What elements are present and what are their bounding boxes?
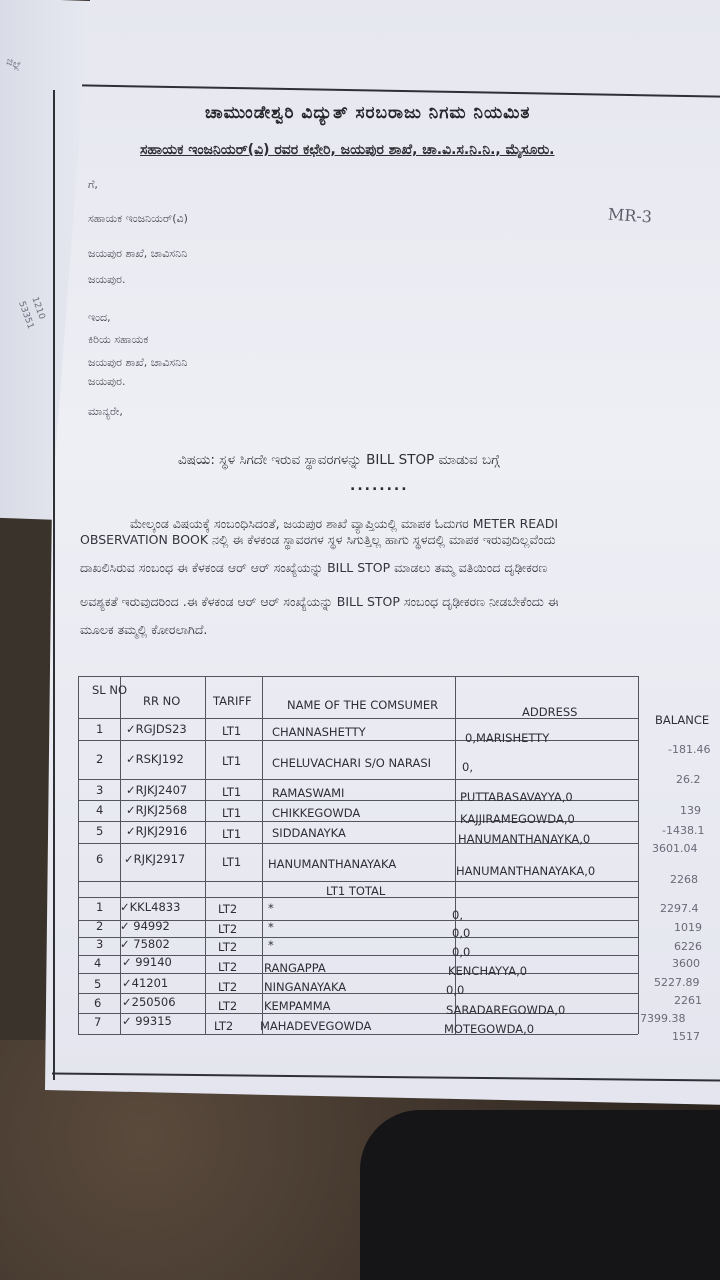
back-sheet-numbers: 1210 53351 [16,295,47,331]
col-header-name: NAME OF THE COMSUMER [287,698,439,712]
body-line-2: OBSERVATION BOOK ನಲ್ಲಿ ಈ ಕೆಳಕಂಡ ಸ್ಥಾವರಗಳ ಸ್ಥಳ ಸಿಗುತ್ತಿಲ್ಲ ಹಾಗು ಸ್ಥಳದಲ್ಲಿ ಮಾಪಕ ಇರುವುದಿಲ್ಲವೆಂದು [80,532,556,547]
to-line-1: ಸಹಾಯಕ ಇಂಜನಿಯರ್(ವಿ) [88,212,188,225]
dark-cloth [360,1110,720,1280]
trailing-balance: 1517 [672,1030,700,1043]
body-line-3: ದಾಖಲಿಸಿರುವ ಸಂಬಂಧ ಈ ಕೆಳಕಂಡ ಆರ್ ಆರ್ ಸಂಖ್ಯೆಯನ್ನು BILL STOP ಮಾಡಲು ತಮ್ಮ ವತಿಯಿಂದ ದೃಢೀಕರಣ [80,560,548,575]
col-header-tariff: TARIFF [213,694,252,708]
body-line-5: ಮೂಲಕ ತಮ್ಮಲ್ಲಿ ಕೋರಲಾಗಿದೆ. [80,622,208,637]
to-label: ಗೆ, [88,178,98,191]
col-header-balance: BALANCE [655,713,710,727]
from-line-3: ಜಯಪುರ. [88,375,126,388]
salutation: ಮಾನ್ಯರೇ, [88,405,123,418]
col-header-rr: RR NO [143,694,181,708]
subject-line: ವಿಷಯ: ಸ್ಥಳ ಸಿಗದೇ ಇರುವ ಸ್ಥಾವರಗಳನ್ನು BILL STOP ಮಾಡುವ ಬಗ್ಗೆ [178,452,500,468]
separator-dots: ........ [350,478,409,494]
body-line-4: ಅವಶ್ಯಕತೆ ಇರುವುದರಿಂದ .ಈ ಕೆಳಕಂಡ ಆರ್ ಆರ್ ಸಂಖ್ಯೆಯನ್ನು BILL STOP ಸಂಬಂಧ ದೃಢೀಕರಣ ನೀಡಬೇಕೆಂದು ಈ [80,594,559,609]
from-label: ಇಂದ, [88,311,111,324]
to-line-3: ಜಯಪುರ. [88,273,126,286]
border-left [53,90,55,1080]
from-line-2: ಜಯಪುರ ಶಾಖೆ, ಚಾವಿಸನಿನಿ [88,356,188,369]
back-sheet-fragment: ಜಿಲ್ಲೆ [4,55,23,72]
col-header-address: ADDRESS [522,705,578,719]
from-line-1: ಕಿರಿಯ ಸಹಾಯಕ [88,333,149,346]
to-line-2: ಜಯಪುರ ಶಾಖೆ, ಚಾವಿಸನಿನಿ [88,247,188,260]
body-line-1: ಮೇಲ್ಕಂಡ ವಿಷಯಕ್ಕೆ ಸಂಬಂಧಿಸಿದಂತೆ, ಜಯಪುರ ಶಾಖೆ ವ್ಯಾಪ್ತಿಯಲ್ಲಿ ಮಾಪಕ ಓದುಗರ METER READI [130,516,559,531]
lt1-total-label: LT1 TOTAL [326,884,386,898]
col-header-sl: SL NO [92,683,128,697]
ref-mark: MR-3 [607,204,653,227]
office-name: ಸಹಾಯಕ ಇಂಜನಿಯರ್(ವಿ) ರವರ ಕಛೇರಿ, ಜಯಪುರ ಶಾಖೆ, ಚಾ.ವಿ.ಸ.ನಿ.ನಿ., ಮೈಸೂರು. [140,142,555,158]
org-name: ಚಾಮುಂಡೇಶ್ವರಿ ವಿದ್ಯುತ್ ಸರಬರಾಜು ನಿಗಮ ನಿಯಮಿತ [205,103,531,123]
